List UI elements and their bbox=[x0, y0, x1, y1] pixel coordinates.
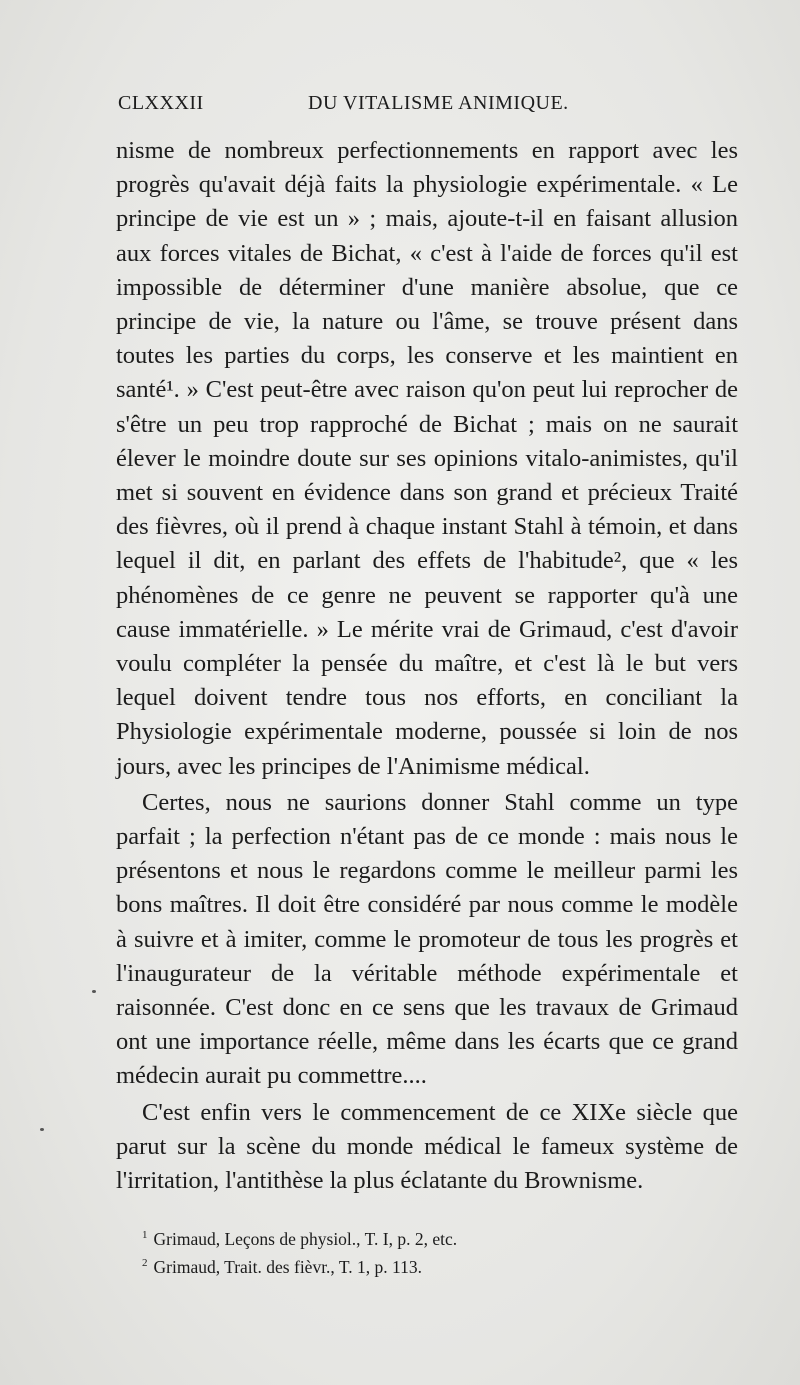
ink-speck bbox=[92, 990, 96, 993]
paragraph: C'est enfin vers le commencement de ce XIXe siècle que parut sur la scène du monde médical le fameux système de l'irritation, l'antithèse la plus éclatante du Brownisme. bbox=[116, 1098, 738, 1195]
paragraph: nisme de nombreux perfectionnements en rapport avec les progrès qu'avait déjà faits la physiologie expérimentale. « Le principe de vie est un » ; mais, ajoute-t-il en faisant allusion aux forces vitales de Bichat, « c'est à l'aide de forces qu'il est impossible de déterminer d'une manière absolue, que ce principe de vie, la nature ou l'âme, se trouve présent dans toutes les parties du corps, les conserve et les maintient en santé¹. » C'est peut-être avec raison qu'on peut lui reprocher de s'être un peu trop rapproché de Bichat ; mais on ne saurait élever le moindre doute sur ses opinions vitalo-animistes, qu'il met si souvent en évidence dans son grand et précieux Traité des fièvres, où il prend à chaque instant Stahl à témoin, et dans lequel il dit, en parlant des effets de l'habitude², que « les phénomènes de ce genre ne peuvent se rapporter qu'à une cause immatérielle. » Le mérite vrai de Grimaud, c'est d'avoir voulu compléter la pensée du maître, et c'est là le but vers lequel doivent tendre tous nos efforts, en conciliant la Physiologie expérimentale moderne, poussée si loin de nos jours, avec les principes de l'Animisme médical. bbox=[116, 137, 738, 780]
paragraph: Certes, nous ne saurions donner Stahl comme un type parfait ; la perfection n'étant pas de ce monde : mais nous le présentons et nous le regardons comme le meilleur parmi les bons maîtres. Il doit être considéré par nous comme le modèle à suivre et à imiter, comme le promoteur de tous les progrès et l'inaugurateur de la véritable méthode expérimentale et raisonnée. C'est donc en ce sens que les travaux de Grimaud ont une importance réelle, même dans les écarts que ce grand médecin aurait pu commettre.... bbox=[116, 788, 738, 1090]
ink-speck bbox=[40, 1128, 44, 1131]
footnote-text: Grimaud, Trait. des fièvr., T. 1, p. 113. bbox=[153, 1256, 422, 1277]
footnote bbox=[142, 1251, 702, 1279]
body-text bbox=[116, 134, 738, 1198]
footnote-mark: 2 bbox=[142, 1256, 148, 1269]
footnote bbox=[142, 1223, 702, 1251]
page-header bbox=[118, 92, 748, 122]
footnote-text: Grimaud, Leçons de physiol., T. I, p. 2, etc. bbox=[153, 1228, 458, 1249]
running-title: DU VITALISME ANIMIQUE. bbox=[308, 92, 569, 114]
page-number: CLXXXII bbox=[118, 92, 204, 114]
footnote-mark: 1 bbox=[142, 1229, 148, 1241]
footnotes bbox=[142, 1223, 702, 1279]
